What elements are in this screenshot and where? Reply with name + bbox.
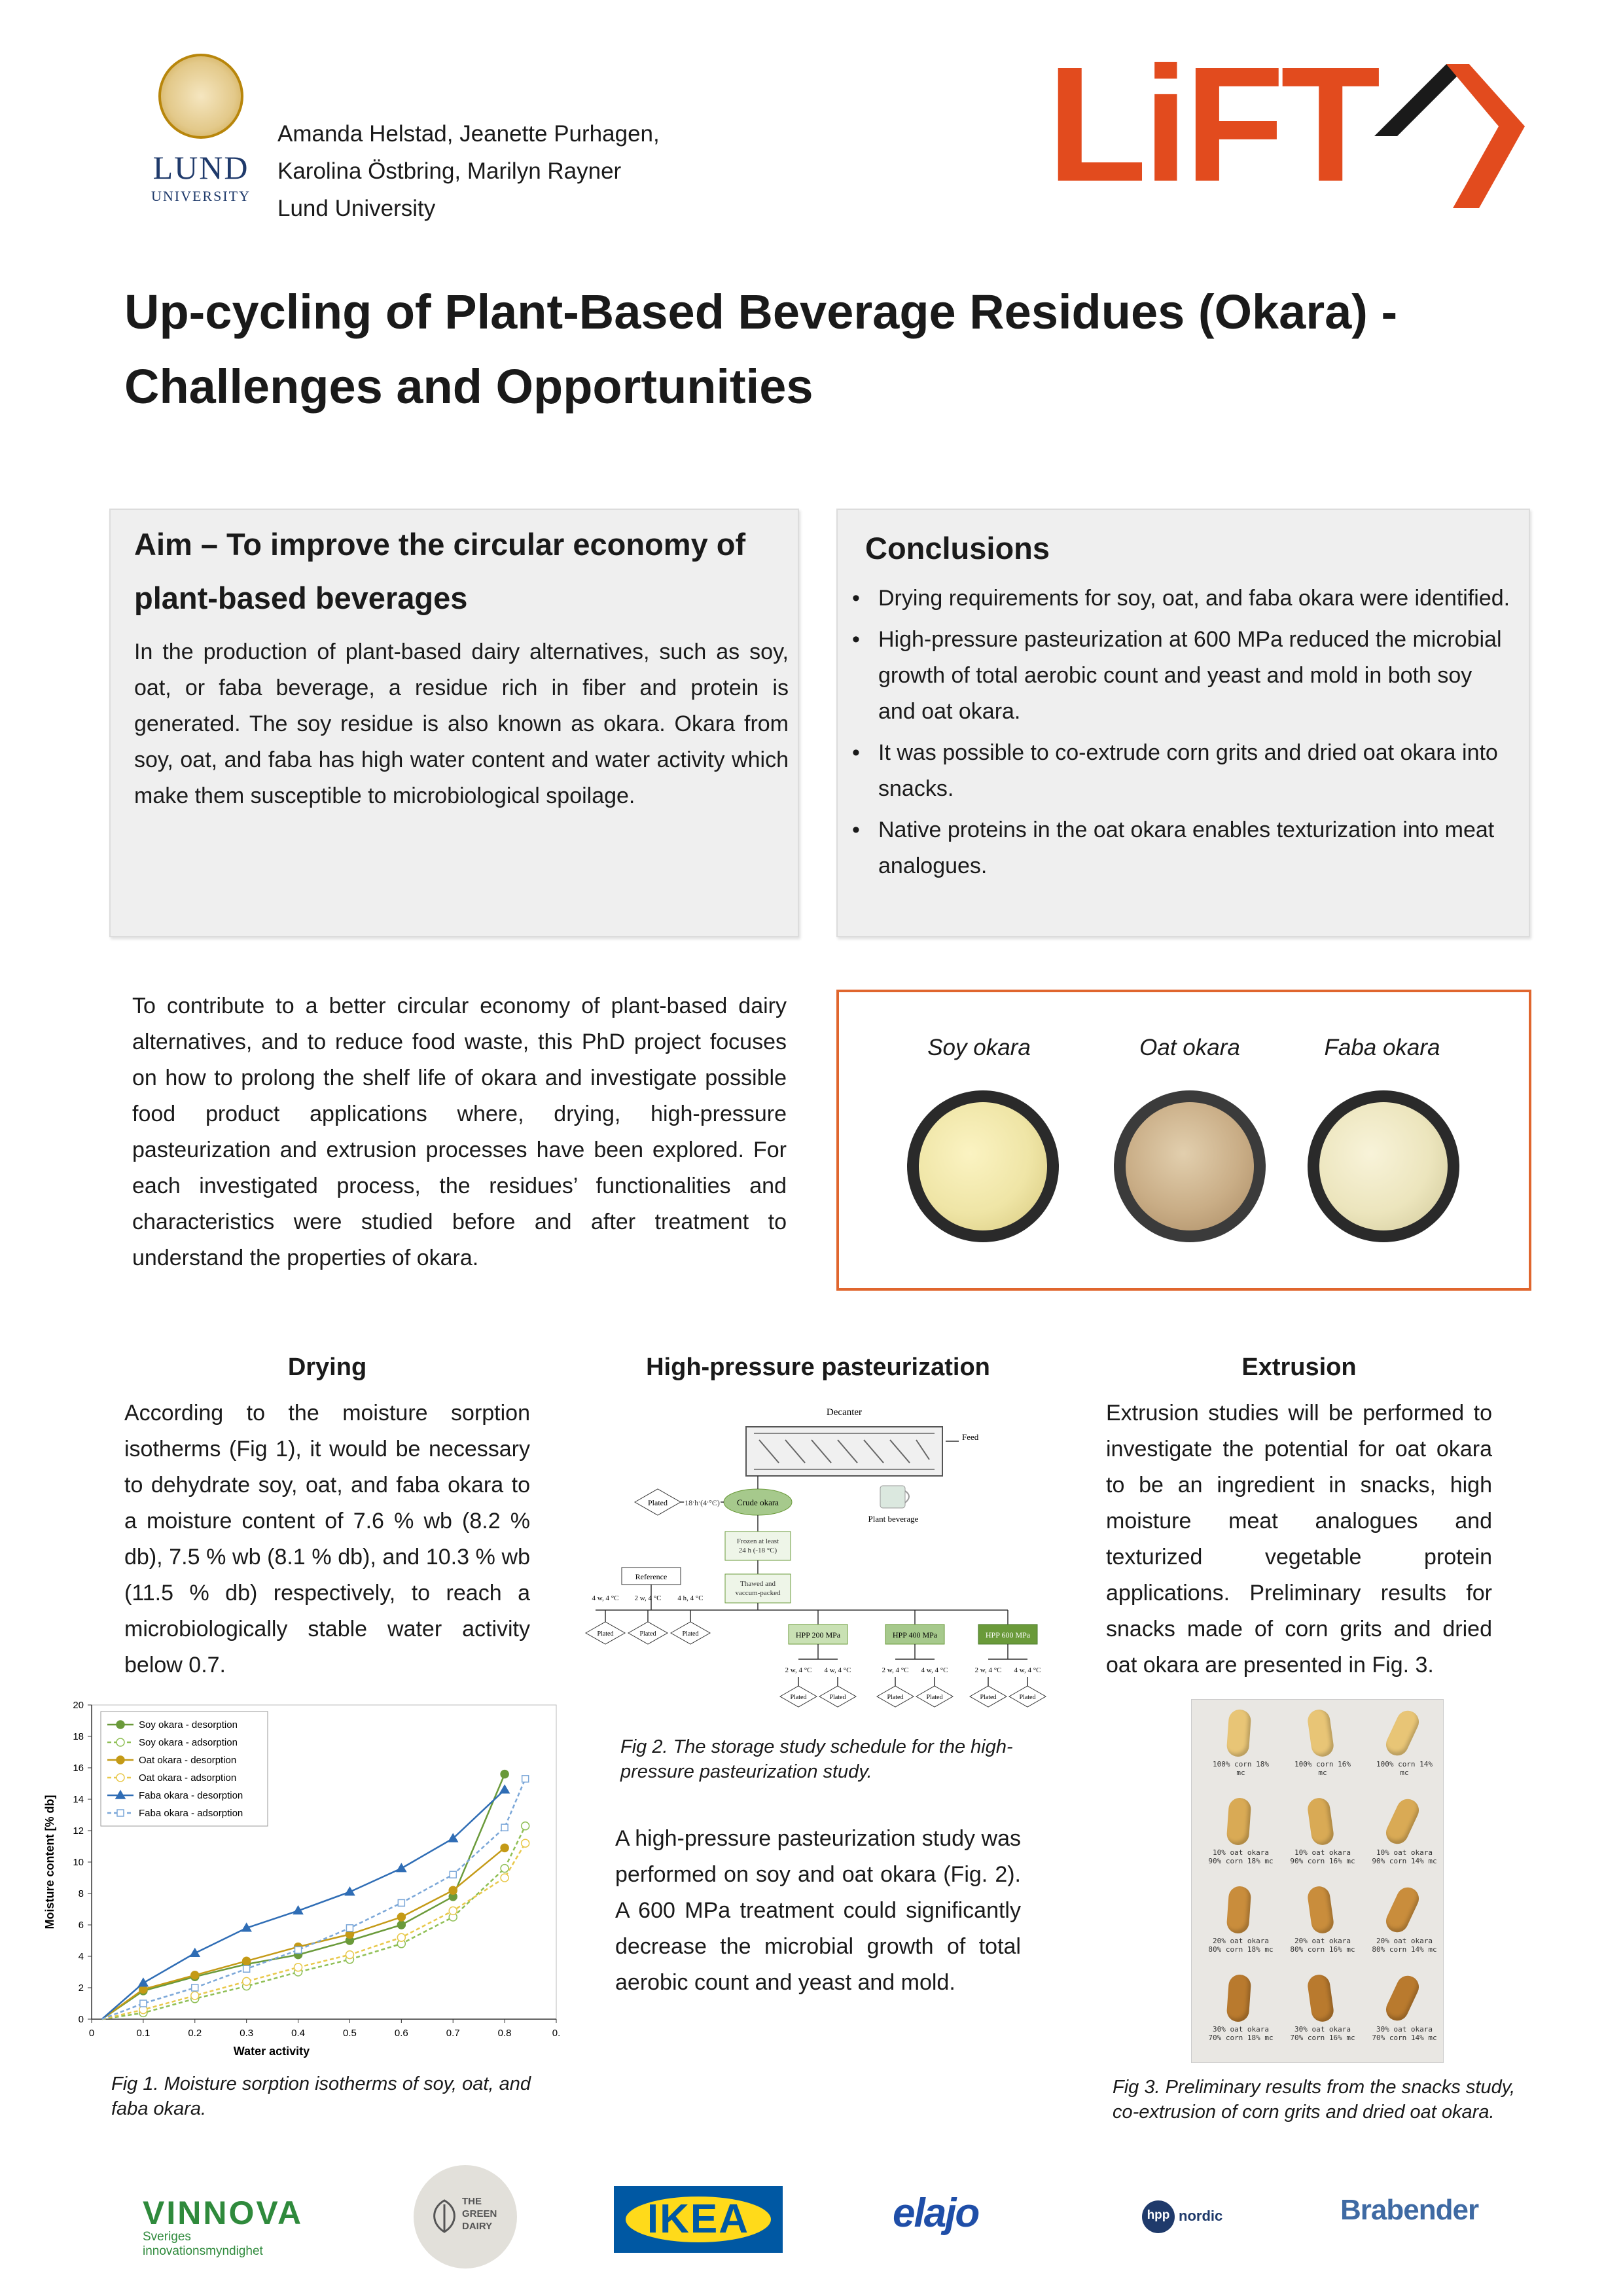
plated-hpp-2-label: Plated (829, 1694, 846, 1701)
lund-seal-icon (158, 54, 243, 139)
y-tick-label: 20 (73, 1700, 84, 1711)
conclusion-item-4: • Native proteins in the oat okara enables texturization into meat analogues. (852, 812, 1513, 884)
hpp-body: A high-pressure pasteurization study was performed on soy and oat okara (Fig. 2). A 600 MPa treatment could significantly decrease the microbial growth of total aerobic count and yeast and mold. (615, 1826, 1021, 1995)
feed-label: Feed (962, 1432, 979, 1442)
x-tick-label: 0.5 (343, 2028, 357, 2039)
plated-ref-1-label: Plated (597, 1630, 614, 1638)
green-dairy-line-1: THE (462, 2196, 482, 2207)
elajo-logo: elajo (893, 2191, 979, 2236)
x-tick-label: 0.1 (136, 2028, 151, 2039)
series-point (140, 2000, 147, 2007)
series-point (522, 1776, 529, 1782)
x-tick-label: 0 (88, 2028, 95, 2039)
diagram-label-line: vaccum-packed (735, 1589, 781, 1597)
y-tick-label: 12 (73, 1825, 84, 1837)
plant-beverage-cup-icon (880, 1486, 909, 1508)
soy-okara-dish-image (907, 1090, 1059, 1242)
y-tick-label: 6 (78, 1920, 84, 1931)
green-dairy-text (462, 2195, 497, 2233)
hpp-schedule-diagram (582, 1401, 1054, 1721)
aim-heading-line-2: plant-based beverages (134, 581, 468, 615)
snack-piece (1226, 1974, 1252, 2022)
authors (277, 115, 660, 227)
plated-ref-3-label: Plated (682, 1630, 699, 1638)
hpp-heading: High-pressure pasteurization (646, 1354, 990, 1381)
series-point (346, 1951, 353, 1959)
x-tick-label: 0. (552, 2028, 561, 2039)
series-point (522, 1822, 529, 1830)
conclusion-item-2: • High-pressure pasteurization at 600 MPa reduced the microbial growth of total aerobic count and yeast and mold in both soy and oat okara. (852, 622, 1513, 730)
extrusion-body: Extrusion studies will be performed to investigate the potential for oat okara to be an ingredient in snacks, high moisture meat analogues and texturized vegetable protein applications. Preliminary results for snacks made of corn grits and dried oat okara are presented in Fig. 3. (1106, 1401, 1492, 1677)
snack-piece (1382, 1795, 1422, 1848)
vinnova-text: VINNOVA (143, 2195, 304, 2231)
series-point (501, 1824, 508, 1831)
plated-hpp-1-label: Plated (790, 1694, 807, 1701)
reference-label: Reference (635, 1572, 668, 1581)
plated-hpp-4-label: Plated (926, 1694, 943, 1701)
x-tick-label: 0.4 (291, 2028, 305, 2039)
plated-label-top: Plated (648, 1498, 668, 1507)
hpp400-c2: 4 w, 4 °C (921, 1666, 948, 1674)
series-point (501, 1770, 508, 1778)
snack-label: 20% oat okara 80% corn 18% mc (1208, 1937, 1274, 1954)
hpp600-c1: 2 w, 4 °C (974, 1666, 1002, 1674)
snack-piece (1306, 1708, 1335, 1758)
affiliation: Lund University (277, 196, 436, 221)
series-point (116, 1774, 124, 1782)
y-tick-label: 16 (73, 1763, 84, 1774)
vinnova-subtext: Sveriges innovationsmyndighet (143, 2230, 263, 2258)
drying-heading: Drying (287, 1354, 367, 1381)
plated-ref-2-label: Plated (639, 1630, 656, 1638)
hpp-conditions (785, 1666, 1041, 1674)
poster-title (124, 275, 1499, 424)
lift-logo (1047, 33, 1531, 223)
snack-label: 10% oat okara 90% corn 18% mc (1208, 1848, 1274, 1865)
fig2-caption: Fig 2. The storage study schedule for the high-pressure pasteurization study. (620, 1736, 1013, 1782)
hpp-400-label: HPP 400 MPa (892, 1630, 938, 1640)
aim-body: In the production of plant-based dairy alternatives, such as soy, oat, or faba beverage, a residue rich in fiber and protein is generated. The soy residue is also known as okara. Okara from soy, oat, and faba has high water content and water activity which make them susceptible to microbiological spoilage. (134, 639, 789, 808)
series-point (449, 1886, 457, 1894)
series-point (450, 1871, 456, 1878)
snack-label: 100% corn 16% mc (1294, 1760, 1351, 1777)
series-point (346, 1925, 353, 1931)
y-axis-label: Moisture content [% db] (43, 1795, 56, 1929)
series-point (117, 1810, 124, 1816)
series-point (116, 1721, 124, 1729)
title-line-1: Up-cycling of Plant-Based Beverage Residues (Okara) - (124, 285, 1398, 339)
ref-cond-1: 4 w, 4 °C (592, 1594, 619, 1602)
plated-hpp-6-label: Plated (1019, 1694, 1036, 1701)
hpp-text: hpp (1147, 2208, 1170, 2222)
snack-piece (1382, 1884, 1422, 1936)
frozen-node (725, 1532, 791, 1560)
series-point (501, 1844, 508, 1852)
snack-label: 30% oat okara 70% corn 16% mc (1290, 2025, 1355, 2042)
extrusion-heading: Extrusion (1241, 1354, 1357, 1381)
plated-hpp-3-label: Plated (887, 1694, 904, 1701)
legend-label: Soy okara - adsorption (139, 1737, 238, 1748)
y-tick-label: 14 (73, 1794, 84, 1805)
snack-piece (1306, 1973, 1335, 2023)
hpp200-c2: 4 w, 4 °C (824, 1666, 851, 1674)
y-tick-label: 18 (73, 1731, 84, 1742)
hpp-nordic-text: nordic (1179, 2208, 1223, 2224)
faba-okara-sample (1319, 1102, 1448, 1230)
snack-label: 100% corn 14% mc (1376, 1760, 1433, 1777)
series-point (398, 1899, 404, 1906)
crude-okara-label: Crude okara (737, 1498, 779, 1507)
y-tick-label: 10 (73, 1857, 84, 1868)
legend-label: Faba okara - adsorption (139, 1808, 243, 1819)
hpp-nordic-logo (1142, 2200, 1240, 2233)
lund-logo-subtext: UNIVERSITY (151, 188, 251, 204)
authors-line-2: Karolina Östbring, Marilyn Rayner (277, 158, 622, 184)
title-line-2: Challenges and Opportunities (124, 359, 813, 414)
plated-hpp-nodes (780, 1686, 1046, 1707)
series-point (501, 1865, 508, 1873)
series-point (243, 1977, 251, 1985)
series-point (191, 1992, 199, 2000)
decanter-icon (746, 1427, 942, 1476)
green-dairy-logo (414, 2165, 517, 2269)
series-point (192, 1984, 198, 1991)
authors-line-1: Amanda Helstad, Jeanette Purhagen, (277, 121, 660, 147)
conclusions-list (852, 581, 1513, 889)
snack-piece (1226, 1797, 1252, 1846)
lift-logo-text: LiFT (1047, 33, 1377, 215)
series-point (449, 1907, 457, 1914)
legend-label: Oat okara - desorption (139, 1755, 237, 1766)
series-point (501, 1874, 508, 1882)
faba-okara-label: Faba okara (1324, 1035, 1440, 1060)
plant-beverage-label: Plant beverage (868, 1514, 919, 1524)
x-tick-label: 0.7 (446, 2028, 460, 2039)
series-point (522, 1839, 529, 1847)
thawed-text: Thawed and (740, 1580, 776, 1588)
legend-label: Oat okara - adsorption (139, 1772, 237, 1784)
aim-heading (134, 518, 789, 625)
snacks-photo (1191, 1699, 1444, 2063)
green-dairy-line-2: GREEN (462, 2208, 497, 2219)
snack-label: 30% oat okara 70% corn 14% mc (1372, 2025, 1437, 2042)
series-point (397, 1921, 405, 1929)
snack-label: 30% oat okara 70% corn 18% mc (1208, 2025, 1274, 2042)
snack-piece (1382, 1707, 1422, 1759)
y-tick-label: 2 (78, 1982, 84, 1994)
snack-piece (1226, 1709, 1252, 1757)
moisture-sorption-chart (39, 1692, 563, 2058)
diagram-label-line: 24 h (-18 °C) (738, 1547, 777, 1554)
series-point (243, 1957, 251, 1965)
series-point (191, 1971, 199, 1979)
snack-piece (1306, 1797, 1335, 1846)
legend-label: Soy okara - desorption (139, 1719, 238, 1731)
snack-label: 10% oat okara 90% corn 14% mc (1372, 1848, 1437, 1865)
oat-okara-dish-image (1114, 1090, 1266, 1242)
snack-label: 100% corn 18% mc (1212, 1760, 1270, 1777)
series-point (295, 1946, 302, 1953)
samples-box (836, 990, 1531, 1291)
conclusion-item-3: • It was possible to co-extrude corn grits and dried oat okara into snacks. (852, 735, 1513, 807)
snack-label: 20% oat okara 80% corn 16% mc (1290, 1937, 1355, 1954)
hpp600-c2: 4 w, 4 °C (1014, 1666, 1041, 1674)
ikea-text: IKEA (647, 2197, 750, 2242)
oat-okara-sample (1126, 1102, 1254, 1230)
ikea-logo (614, 2186, 783, 2253)
snack-piece (1306, 1885, 1335, 1935)
vinnova-logo (143, 2196, 313, 2259)
ref-cond-2: 2 w, 4 °C (634, 1594, 662, 1602)
decanter-label: Decanter (826, 1407, 863, 1418)
aim-heading-line-1: Aim – To improve the circular economy of (134, 527, 746, 562)
x-axis-label: Water activity (233, 2045, 310, 2058)
x-tick-label: 0.8 (497, 2028, 512, 2039)
legend-label: Faba okara - desorption (139, 1790, 243, 1801)
hpp-600-label: HPP 600 MPa (985, 1630, 1031, 1640)
soy-okara-sample (919, 1102, 1047, 1230)
series-point (294, 1964, 302, 1971)
series-point (116, 1738, 124, 1746)
soy-okara-label: Soy okara (927, 1035, 1031, 1060)
frozen-text: Frozen at least (736, 1537, 779, 1545)
fig1-caption: Fig 1. Moisture sorption isotherms of soy, oat, and faba okara. (111, 2073, 531, 2119)
ref-cond-3: 4 h, 4 °C (677, 1594, 704, 1602)
conclusions-heading: Conclusions (865, 531, 1050, 565)
green-dairy-line-3: DAIRY (462, 2221, 493, 2232)
faba-okara-dish-image (1308, 1090, 1459, 1242)
y-tick-label: 4 (78, 1951, 84, 1962)
leaf-icon (428, 2198, 461, 2234)
thawed-node (725, 1574, 791, 1603)
series-point (243, 1965, 250, 1972)
conclusion-item-1: • Drying requirements for soy, oat, and faba okara were identified. (852, 581, 1513, 617)
drying-body: According to the moisture sorption isotherms (Fig 1), it would be necessary to dehydrate soy, oat, and faba okara to a moisture content of 7.6 % wb (8.2 % db), 7.5 % wb (8.1 % db), and 10.3 % wb (11.5 % db) respectively, to reach a microbiologically stable water activity below 0.7. (124, 1401, 530, 1677)
aim-box (109, 509, 799, 937)
series-point (397, 1933, 405, 1941)
snack-piece (1226, 1886, 1252, 1934)
brabender-logo: Brabender (1340, 2194, 1479, 2226)
series-point (397, 1913, 405, 1921)
hpp-200-label: HPP 200 MPa (795, 1630, 841, 1640)
y-tick-label: 8 (78, 1888, 84, 1899)
x-tick-label: 0.6 (394, 2028, 408, 2039)
intro-paragraph: To contribute to a better circular economy of plant-based dairy alternatives, and to reduce food waste, this PhD project focuses on how to prolong the shelf life of okara and investigate possible food product applications where, drying, high-pressure pasteurization and extrusion processes have been explored. For each investigated process, the residues’ functionalities and characteristics were studied before and after treatment to understand the properties of okara. (132, 994, 787, 1270)
fig3-caption: Fig 3. Preliminary results from the snacks study, co-extrusion of corn grits and dried oat okara. (1113, 2077, 1516, 2123)
series-point (116, 1756, 124, 1764)
x-tick-label: 0.3 (240, 2028, 254, 2039)
hpp200-c1: 2 w, 4 °C (785, 1666, 812, 1674)
snack-label: 20% oat okara 80% corn 14% mc (1372, 1937, 1437, 1954)
lund-logo-text: LUND (152, 149, 249, 186)
snack-piece (1382, 1972, 1422, 2024)
lift-chevron-icon (1361, 45, 1531, 215)
time-18h-label: 18 h (4 °C) (685, 1498, 720, 1507)
oat-okara-label: Oat okara (1139, 1035, 1240, 1060)
lund-university-logo (152, 54, 250, 211)
conclusions-box (836, 509, 1530, 937)
plated-hpp-5-label: Plated (980, 1694, 997, 1701)
x-tick-label: 0.2 (188, 2028, 202, 2039)
y-tick-label: 0 (78, 2014, 84, 2025)
hpp400-c1: 2 w, 4 °C (882, 1666, 909, 1674)
snack-label: 10% oat okara 90% corn 16% mc (1290, 1848, 1355, 1865)
